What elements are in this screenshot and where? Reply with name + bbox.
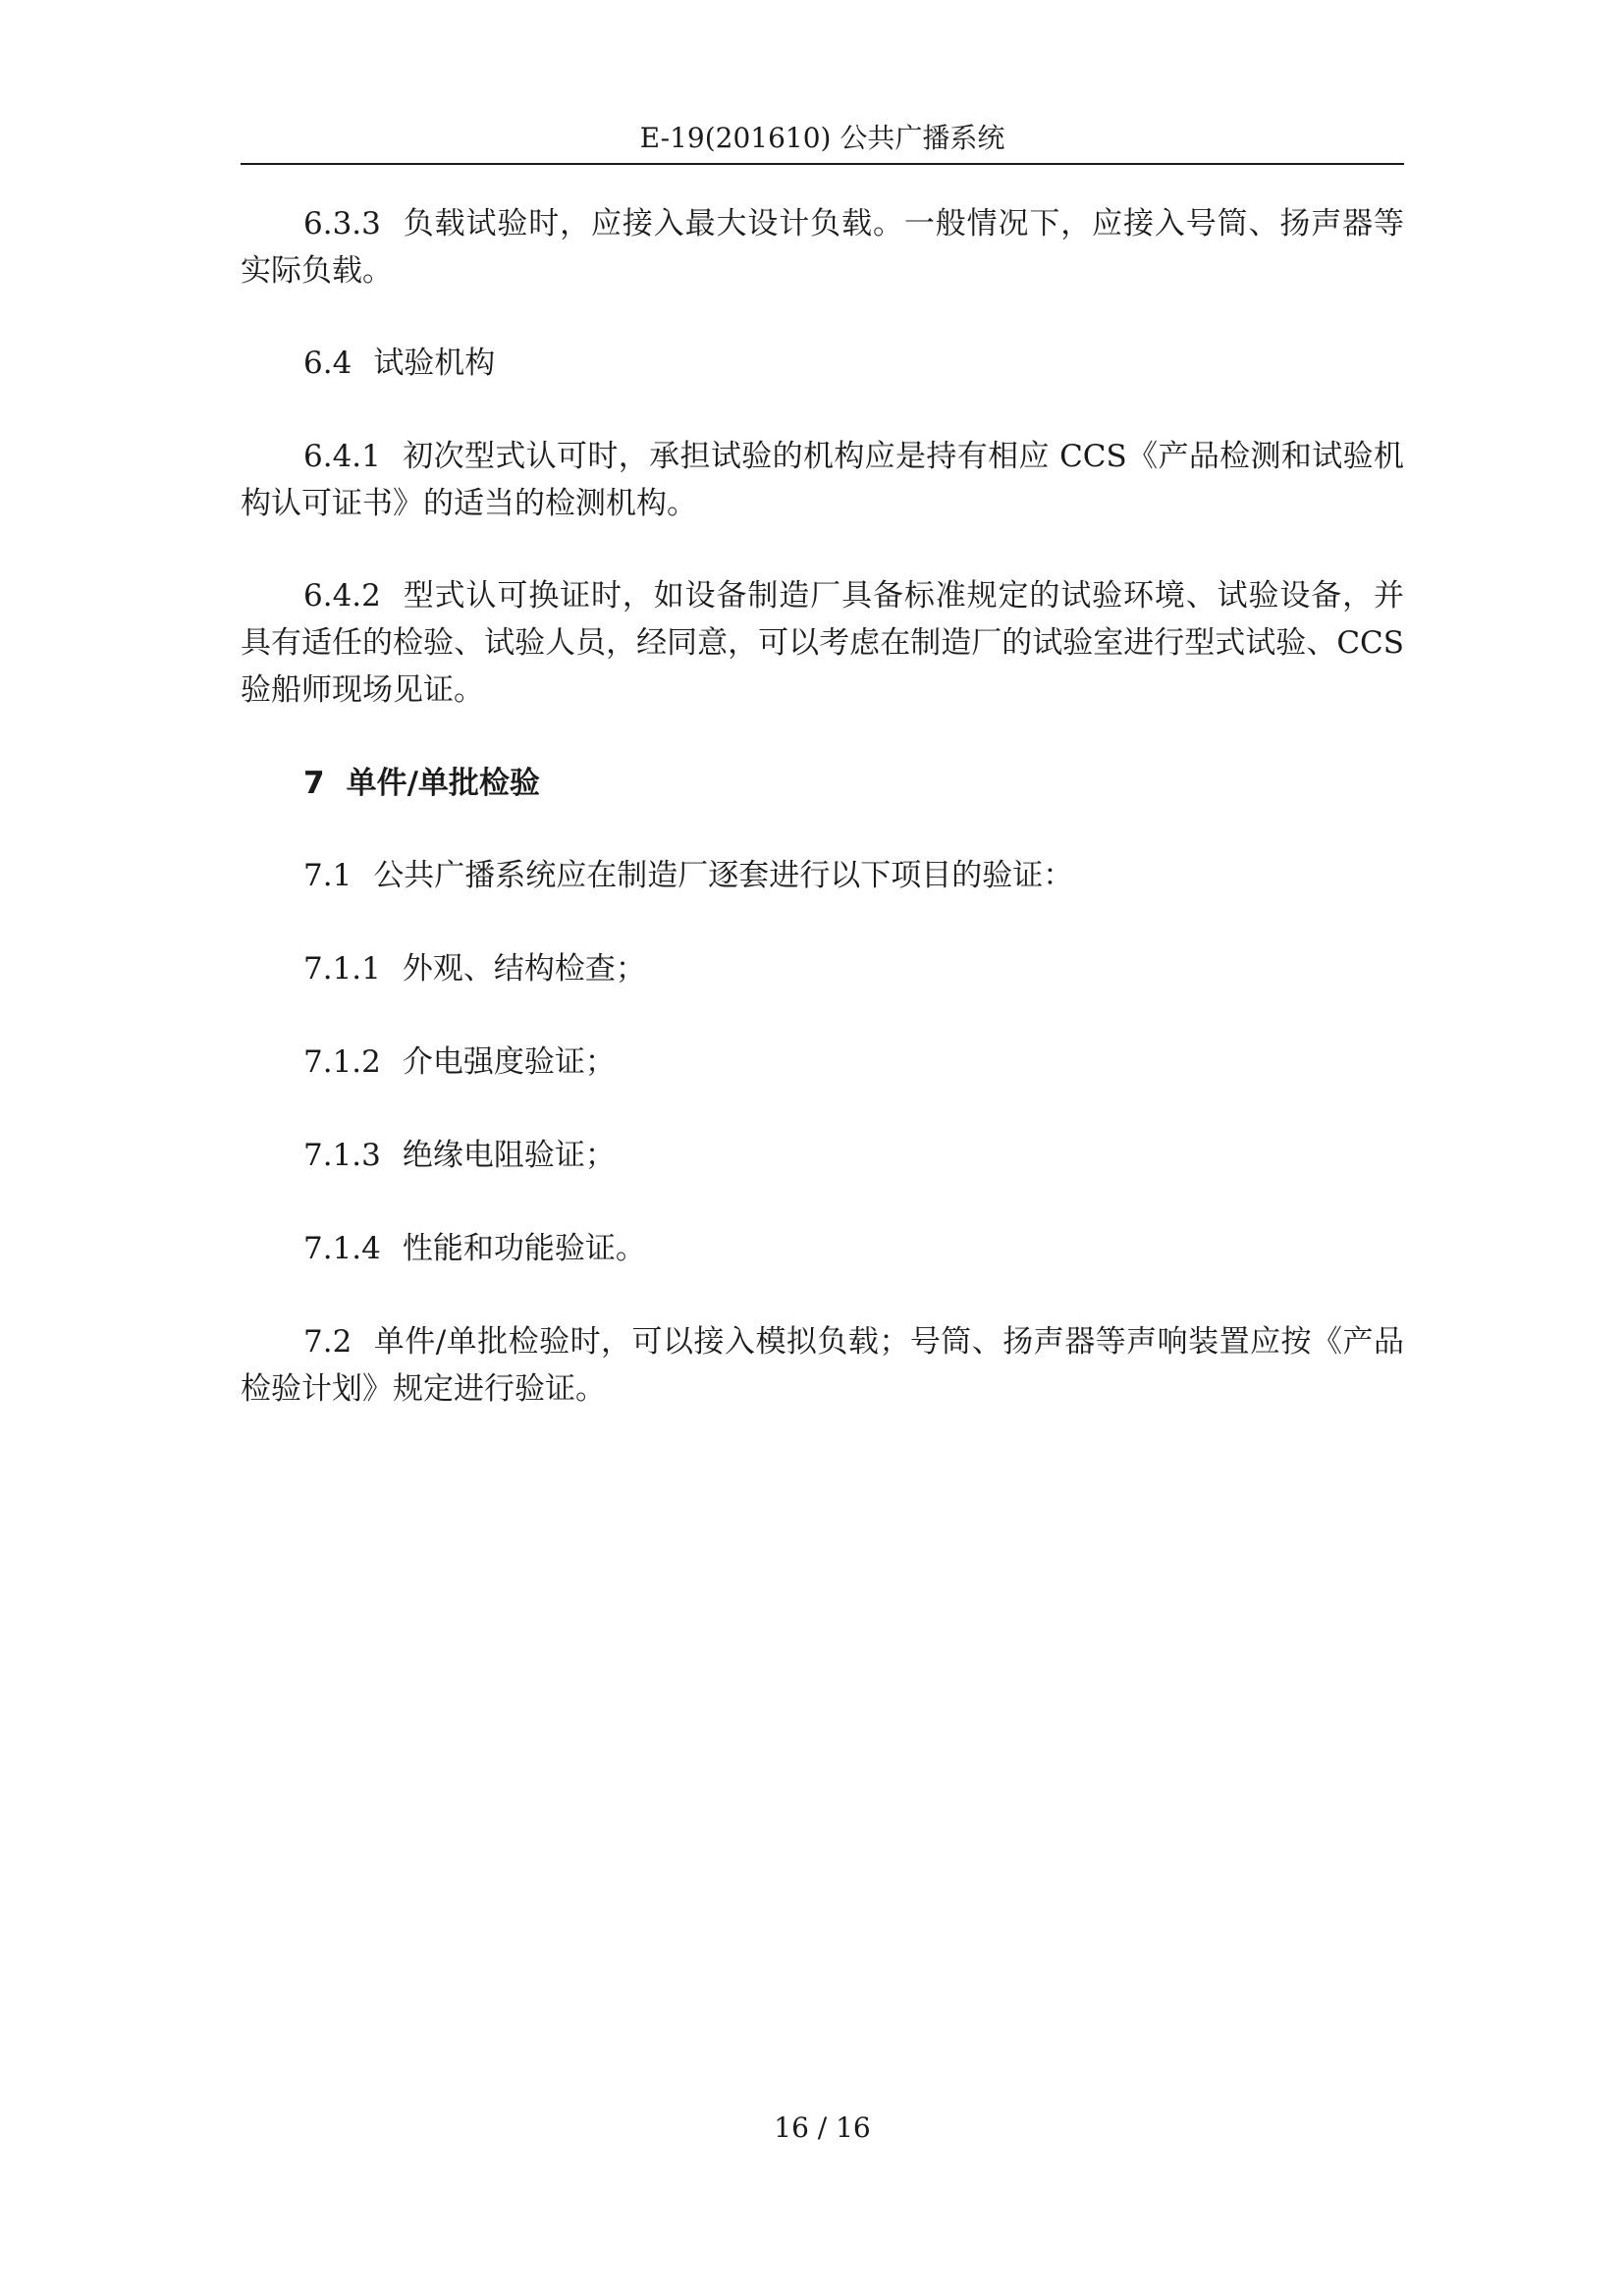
clause-text: 初次型式认可时，承担试验的机构应是持有相应 CCS《产品检测和试验机构认可证书》的适当的检测机构。 [241, 439, 1404, 521]
clause-number: 6.4.2 [303, 578, 381, 614]
clause-text: 介电强度验证； [402, 1044, 616, 1080]
clause-text: 外观、结构检查； [402, 951, 646, 987]
clause-text: 性能和功能验证。 [402, 1231, 646, 1266]
paragraph-6-4-1 [241, 433, 1404, 527]
paragraph-7-1 [241, 852, 1404, 899]
clause-number: 6.4 [303, 346, 352, 381]
clause-text: 负载试验时，应接入最大设计负载。一般情况下，应接入号筒、扬声器等实际负载。 [241, 206, 1404, 289]
section-heading-6-4 [241, 340, 1404, 387]
clause-number: 7.2 [303, 1324, 352, 1360]
clause-text: 型式认可换证时，如设备制造厂具备标准规定的试验环境、试验设备，并具有适任的检验、试验人员，经同意，可以考虑在制造厂的试验室进行型式试验、CCS 验船师现场见证。 [241, 578, 1404, 708]
paragraph-7-1-1 [241, 945, 1404, 992]
clause-number: 6.4.1 [303, 439, 381, 474]
paragraph-6-4-2 [241, 572, 1404, 714]
section-heading-7 [241, 760, 1404, 807]
paragraph-7-1-2 [241, 1039, 1404, 1086]
paragraph-7-1-3 [241, 1132, 1404, 1179]
clause-text: 单件/单批检验 [346, 766, 540, 801]
clause-text: 试验机构 [373, 346, 496, 381]
clause-number: 7.1 [303, 858, 352, 893]
clause-text: 单件/单批检验时，可以接入模拟负载；号筒、扬声器等声响装置应按《产品检验计划》规定进行验证。 [241, 1324, 1404, 1407]
paragraph-7-2 [241, 1318, 1404, 1413]
clause-number: 6.3.3 [303, 206, 381, 241]
clause-text: 公共广播系统应在制造厂逐套进行以下项目的验证： [373, 858, 1074, 893]
page-header: E-19(201610) 公共广播系统 [639, 122, 1005, 154]
clause-number: 7.1.1 [303, 951, 381, 987]
clause-number: 7.1.3 [303, 1138, 381, 1173]
header-divider [241, 163, 1404, 165]
paragraph-7-1-4 [241, 1225, 1404, 1272]
clause-number: 7 [303, 766, 325, 801]
clause-number: 7.1.4 [303, 1231, 381, 1266]
page-number: 16 / 16 [774, 2111, 871, 2144]
clause-number: 7.1.2 [303, 1044, 381, 1080]
clause-text: 绝缘电阻验证； [402, 1138, 616, 1173]
paragraph-6-3-3 [241, 200, 1404, 294]
